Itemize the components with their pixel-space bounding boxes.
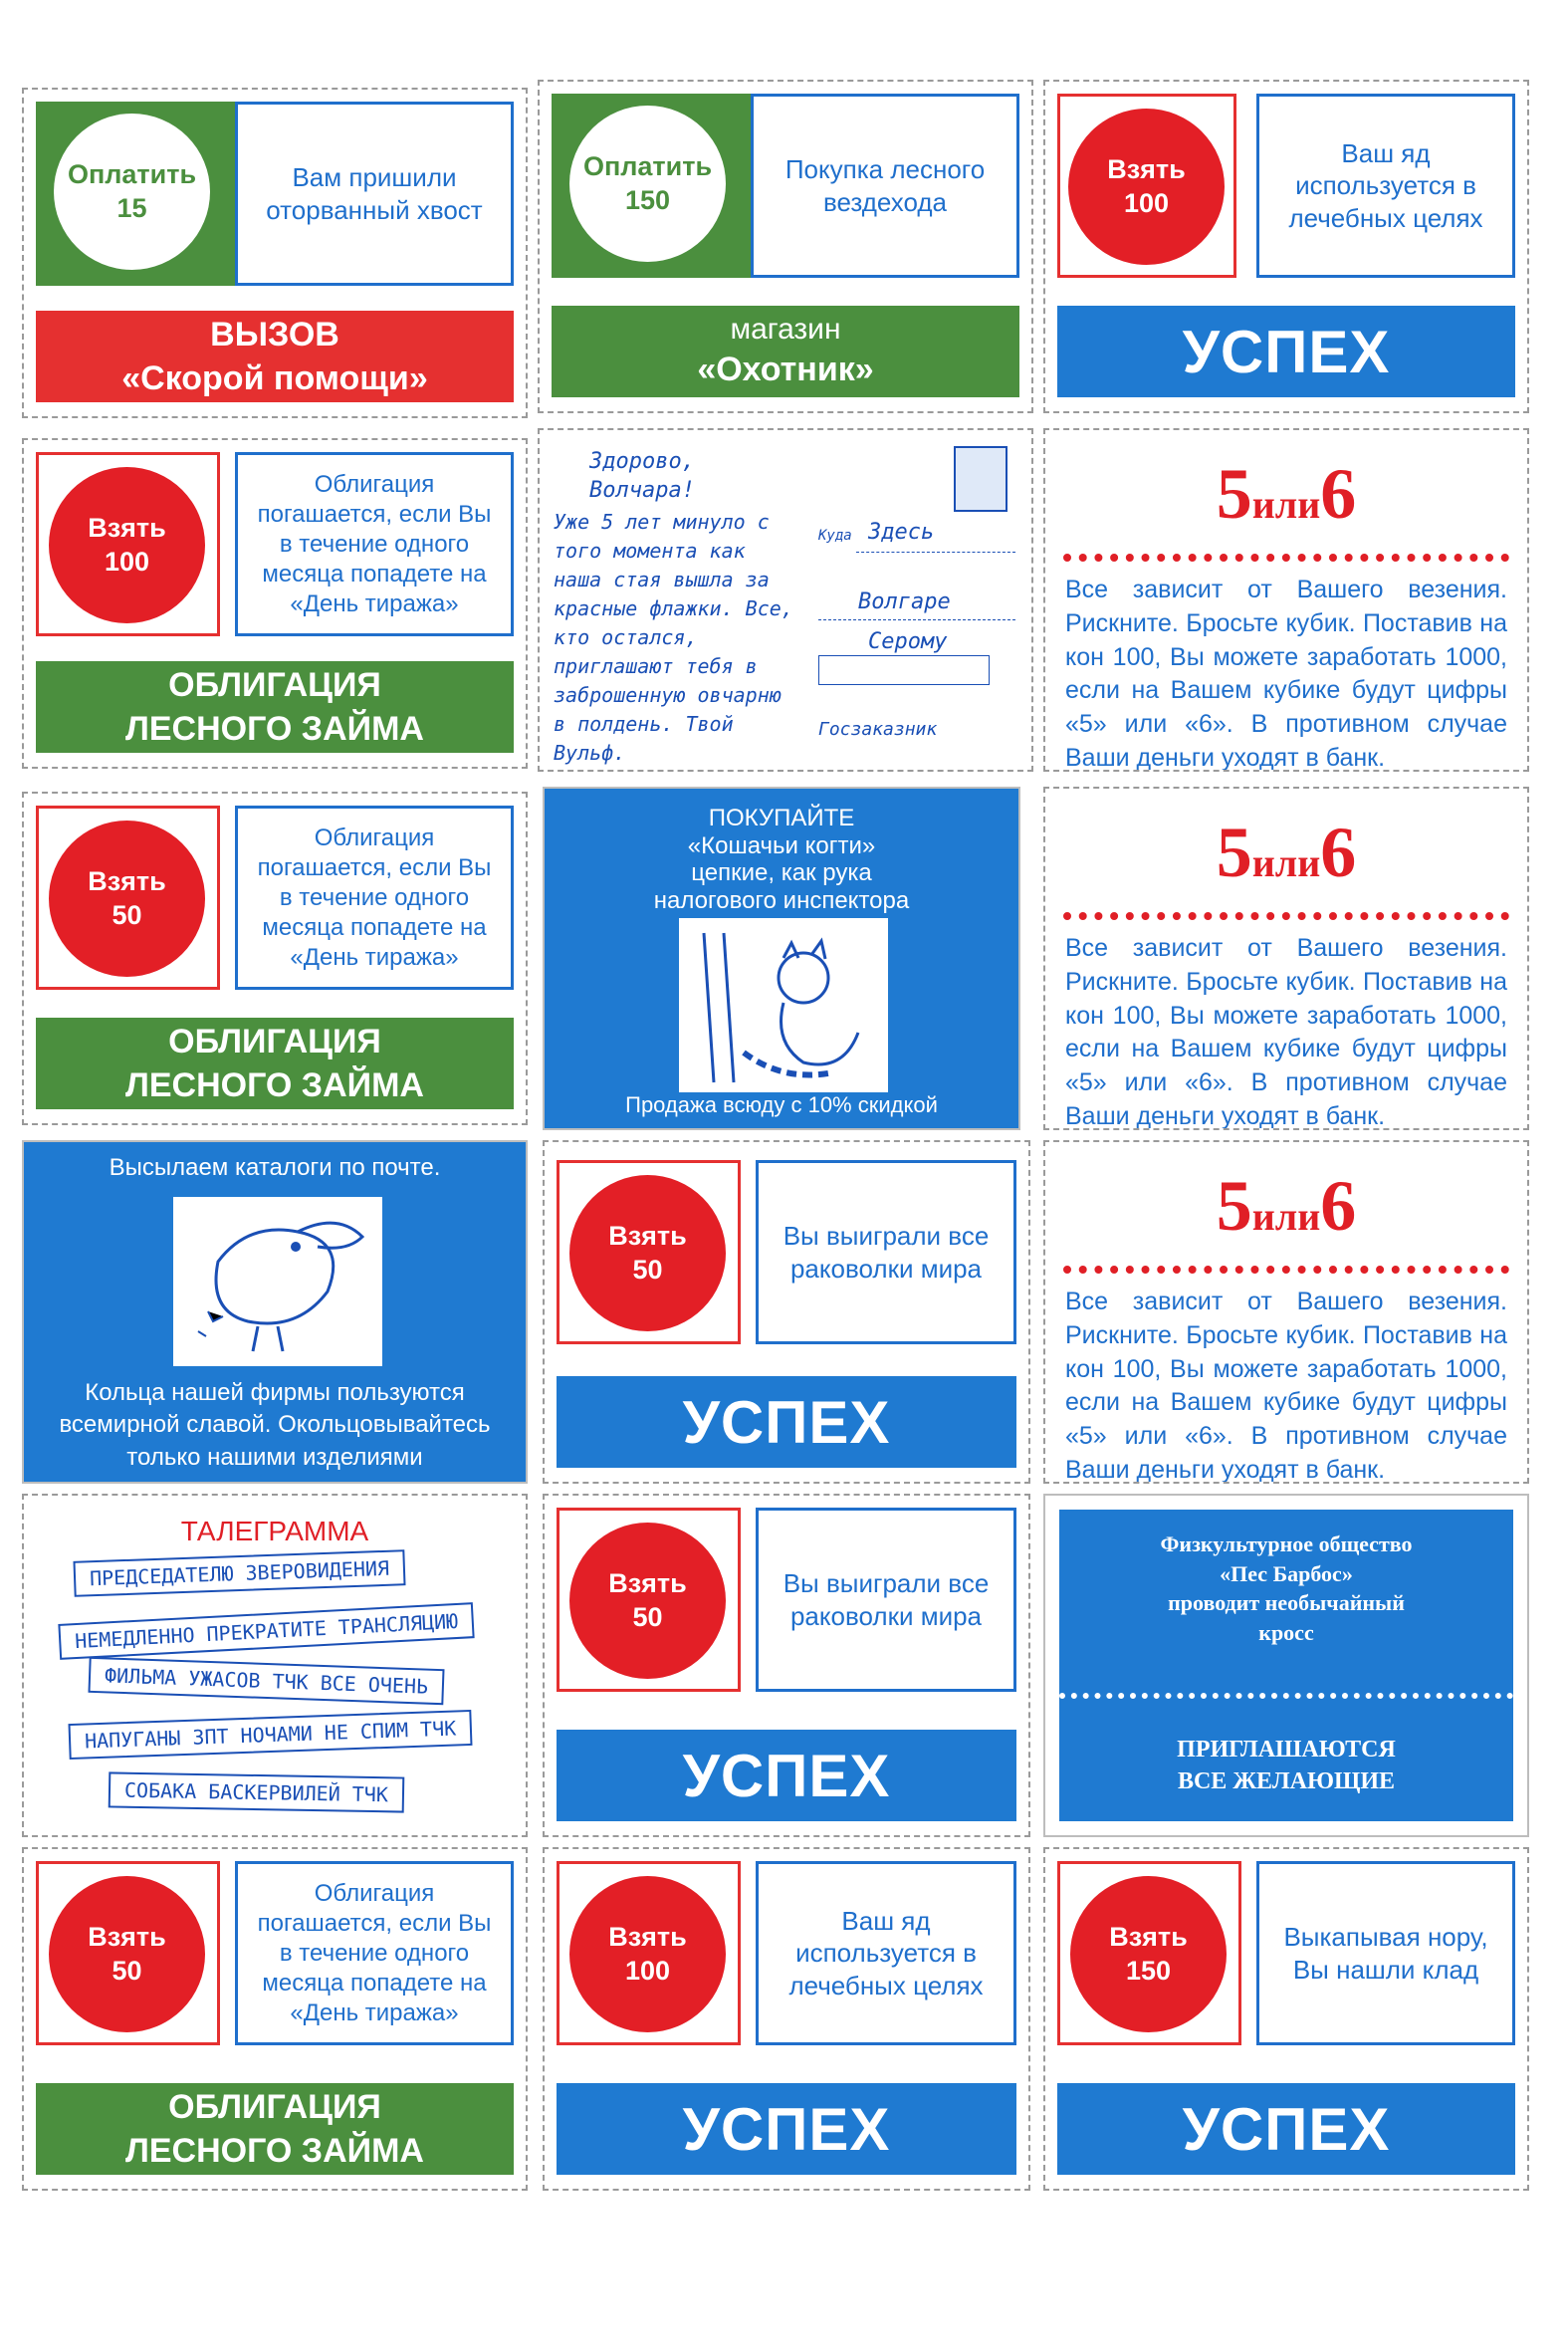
postcard-addr1: Волгаре xyxy=(858,589,951,614)
index-box xyxy=(818,655,990,685)
card-top xyxy=(557,1160,741,1344)
card-success-shells-2 xyxy=(543,1494,1030,1837)
telegram-strip: ПРЕДСЕДАТЕЛЮ ЗВЕРОВИДЕНИЯ xyxy=(73,1549,405,1597)
luck-title: 5или6 xyxy=(1216,1166,1357,1246)
card-success-shells-1 xyxy=(543,1140,1030,1484)
ad-footer: Кольца нашей фирмы пользуются всемирной славой. Окольцовывайтесь только нашими изделиями xyxy=(59,1378,491,1471)
sport-panel xyxy=(1059,1510,1513,1821)
take-circle: Взять 50 xyxy=(49,1876,205,2032)
postcard-greeting: Здорово, Волчара! xyxy=(589,449,695,503)
card-bond-50b xyxy=(22,1847,528,2191)
card-top xyxy=(36,1861,220,2045)
sport-footer: ПРИГЛАШАЮТСЯ ВСЕ ЖЕЛАЮЩИЕ xyxy=(1177,1736,1396,1795)
dotted-divider xyxy=(1063,912,1509,920)
card-band: ОБЛИГАЦИЯ ЛЕСНОГО ЗАЙМА xyxy=(36,661,514,753)
card-band: УСПЕХ xyxy=(557,2083,1016,2175)
cat-illustration xyxy=(679,918,888,1092)
telegram-strip: НАПУГАНЫ ЗПТ НОЧАМИ НЕ СПИМ ТЧК xyxy=(68,1710,472,1760)
take-circle: Взять 50 xyxy=(569,1523,726,1679)
card-text: Вы выиграли все раковолки мира xyxy=(756,1160,1016,1344)
take-circle: Взять 150 xyxy=(1070,1876,1227,2032)
card-top xyxy=(1057,94,1236,278)
card-band: УСПЕХ xyxy=(557,1730,1016,1821)
card-text: Вы выиграли все раковолки мира xyxy=(756,1508,1016,1692)
card-text: Облигация погашается, если Вы в течение одного месяца попадете на «День тиража» xyxy=(235,452,514,636)
card-ambulance xyxy=(22,88,528,418)
take-circle: Взять 50 xyxy=(49,821,205,977)
card-success-poison-2 xyxy=(543,1847,1030,2191)
card-success-treasure xyxy=(1043,1847,1529,2191)
card-band: УСПЕХ xyxy=(1057,2083,1515,2175)
card-sport xyxy=(1043,1494,1529,1837)
dotted-divider xyxy=(1063,1266,1509,1274)
card-cat-ad xyxy=(543,787,1020,1130)
card-text: Вам пришили оторванный хвост xyxy=(235,102,514,286)
telegram-title: ТАЛЕГРАММА xyxy=(180,1516,369,1546)
luck-title: 5или6 xyxy=(1216,454,1357,534)
ad-header: Высылаем каталоги по почте. xyxy=(109,1154,441,1181)
card-text: Ваш яд используется в лечебных целях xyxy=(1256,94,1515,278)
card-text: Покупка лесного вездехода xyxy=(751,94,1019,278)
bird-illustration xyxy=(173,1197,382,1366)
card-ring-ad xyxy=(22,1140,528,1484)
luck-title: 5или6 xyxy=(1216,813,1357,892)
pay-circle: Оплатить 15 xyxy=(54,114,210,270)
card-band: УСПЕХ xyxy=(1057,306,1515,397)
card-top xyxy=(1057,1861,1241,2045)
dotted-divider xyxy=(1059,1693,1513,1699)
addr-line xyxy=(818,619,1015,620)
card-postcard xyxy=(538,428,1033,772)
ad-footer: Продажа всюду с 10% скидкой xyxy=(625,1092,938,1117)
dotted-divider xyxy=(1063,554,1509,562)
take-circle: Взять 50 xyxy=(569,1175,726,1331)
card-text: Выкапывая нору, Вы нашли клад xyxy=(1256,1861,1515,2045)
postcard-footer: Госзаказник xyxy=(818,719,938,740)
card-luck-1 xyxy=(1043,428,1529,772)
postcard-to: Здесь xyxy=(868,520,935,545)
card-text: Облигация погашается, если Вы в течение одного месяца попадете на «День тиража» xyxy=(235,1861,514,2045)
take-circle: Взять 100 xyxy=(49,467,205,623)
postcard-body: Уже 5 лет минуло с того момента как наша стая вышла за красные флажки. Все, кто остался, приглашают тебя в заброшенную овчарню в полдень. Твой Вульф. xyxy=(554,510,793,765)
card-text: Ваш яд используется в лечебных целях xyxy=(756,1861,1016,2045)
card-band: магазин «Охотник» xyxy=(552,306,1019,397)
card-top xyxy=(557,1508,741,1692)
card-band: УСПЕХ xyxy=(557,1376,1016,1468)
card-band: ОБЛИГАЦИЯ ЛЕСНОГО ЗАЙМА xyxy=(36,1018,514,1109)
postcard-to-label: Куда xyxy=(818,528,852,544)
pay-circle: Оплатить 150 xyxy=(569,106,726,262)
addr-line xyxy=(856,552,1015,553)
take-circle: Взять 100 xyxy=(1068,109,1225,265)
card-telegram xyxy=(22,1494,528,1837)
luck-text: Все зависит от Вашего везения. Рискните. Бросьте кубик. Поставив на кон 100, Вы можете заработать 1000, если на Вашем кубике будут цифры «5» или «6». В противном случае Ваши деньги уходят в банк. xyxy=(1065,576,1507,772)
telegram-strip: НЕМЕДЛЕННО ПРЕКРАТИТЕ ТРАНСЛЯЦИЮ xyxy=(58,1602,475,1660)
sport-header: Физкультурное общество «Пес Барбос» проводит необычайный кросс xyxy=(1160,1531,1413,1646)
card-band: ОБЛИГАЦИЯ ЛЕСНОГО ЗАЙМА xyxy=(36,2083,514,2175)
telegram-strip: СОБАКА БАСКЕРВИЛЕЙ ТЧК xyxy=(109,1771,404,1812)
card-text: Облигация погашается, если Вы в течение одного месяца попадете на «День тиража» xyxy=(235,806,514,990)
card-success-poison xyxy=(1043,80,1529,413)
take-circle: Взять 100 xyxy=(569,1876,726,2032)
luck-text: Все зависит от Вашего везения. Рискните. Бросьте кубик. Поставив на кон 100, Вы можете заработать 1000, если на Вашем кубике будут цифры «5» или «6». В противном случае Ваши деньги уходят в банк. xyxy=(1065,1288,1507,1484)
telegram-strip: ФИЛЬМА УЖАСОВ ТЧК ВСЕ ОЧЕНЬ xyxy=(88,1657,444,1705)
card-top xyxy=(36,806,220,990)
postage-stamp xyxy=(954,446,1008,512)
card-luck-2 xyxy=(1043,787,1529,1130)
ad-header: ПОКУПАЙТЕ «Кошачьи когти» цепкие, как рука налогового инспектора xyxy=(653,805,910,914)
postcard-addr2: Серому xyxy=(868,629,948,654)
card-hunter-shop xyxy=(538,80,1033,413)
luck-text: Все зависит от Вашего везения. Рискните. Бросьте кубик. Поставив на кон 100, Вы можете заработать 1000, если на Вашем кубике будут цифры «5» или «6». В противном случае Ваши деньги уходят в банк. xyxy=(1065,934,1507,1130)
card-top xyxy=(557,1861,741,2045)
card-bond-50 xyxy=(22,792,528,1125)
card-bond-100 xyxy=(22,438,528,769)
card-band: ВЫЗОВ «Скорой помощи» xyxy=(36,311,514,402)
card-luck-3 xyxy=(1043,1140,1529,1484)
card-top xyxy=(36,452,220,636)
